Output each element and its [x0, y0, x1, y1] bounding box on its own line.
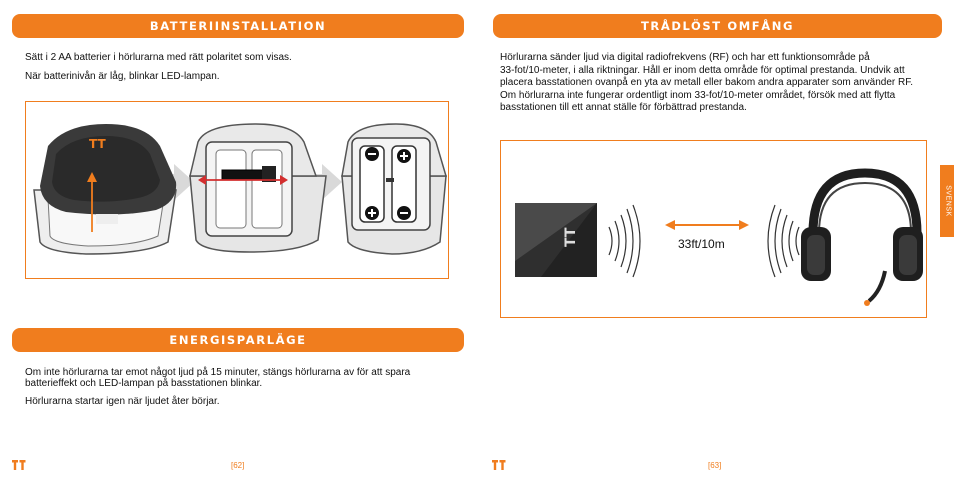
tritton-logo-icon: [12, 460, 26, 470]
headphone-earcup-open: [190, 124, 326, 252]
wireless-range-text: [500, 52, 936, 115]
power-line-1a: Om inte hörlurarna tar emot något ljud på 15 minuter, stängs hörlurarna av för att spara: [25, 367, 411, 378]
wireless-range-banner: TRÅDLÖST OMFÅNG: [493, 14, 942, 38]
battery-right-icon: [392, 146, 416, 222]
page-number-right: [63]: [708, 461, 722, 470]
wireless-line-2: 33-fot/10-meter, i alla riktningar. Håll er inom detta område för optimal prestanda. Undvik att: [500, 64, 905, 76]
language-side-tab-label: SVENSK: [944, 185, 952, 217]
wireless-line-3: placera basstationen ovanpå en yta av metall eller bakom andra apparater som använder RF.: [500, 77, 914, 88]
battery-installation-figure: [25, 101, 449, 279]
svg-text:TT: TT: [563, 227, 579, 247]
power-line-2: Hörlurarna startar igen när ljudet åter börjar.: [25, 396, 220, 407]
language-side-tab: [940, 165, 954, 237]
wireless-line-5: basstationen till ett annat ställe för förbättrad prestanda.: [500, 102, 747, 113]
range-double-arrow-icon: [665, 220, 749, 230]
power-line-1b: batterieffekt och LED-lampan på basstationen blinkar.: [25, 377, 263, 389]
battery-line-1: Sätt i 2 AA batterier i hörlurarna med rätt polaritet som visas.: [25, 52, 292, 63]
headphone-earcup-with-batteries: [342, 124, 446, 254]
battery-line-2: När batterinivån är låg, blinkar LED-lampan.: [25, 70, 220, 82]
wireless-range-figure: [500, 140, 927, 318]
wireless-line-1: Hörlurarna sänder ljud via digital radiofrekvens (RF) och har ett funktionsområde på: [500, 52, 870, 63]
battery-steps-illustration: [26, 102, 448, 278]
power-saving-banner: ENERGISPARLÄGE: [12, 328, 464, 352]
wireless-range-illustration: [501, 141, 926, 317]
svg-text:TT: TT: [89, 137, 106, 151]
base-station-icon: [515, 203, 597, 277]
headset-icon: [801, 173, 923, 306]
power-saving-text: [25, 367, 455, 409]
battery-installation-banner: BATTERIINSTALLATION: [12, 14, 464, 38]
tritton-logo-icon-right: [492, 460, 506, 470]
battery-left-icon: [360, 146, 384, 222]
battery-instruction-text: [25, 52, 455, 83]
wireless-line-4: Om hörlurarna inte fungerar ordentligt inom 33-fot/10-meter området, försök med att flytta: [500, 89, 896, 101]
page-number-left: [62]: [231, 461, 245, 470]
headphone-earcup-closed: [34, 124, 176, 254]
signal-waves-base-icon: [609, 205, 640, 277]
signal-waves-headset-icon: [768, 205, 799, 277]
range-label: 33ft/10m: [678, 237, 725, 251]
